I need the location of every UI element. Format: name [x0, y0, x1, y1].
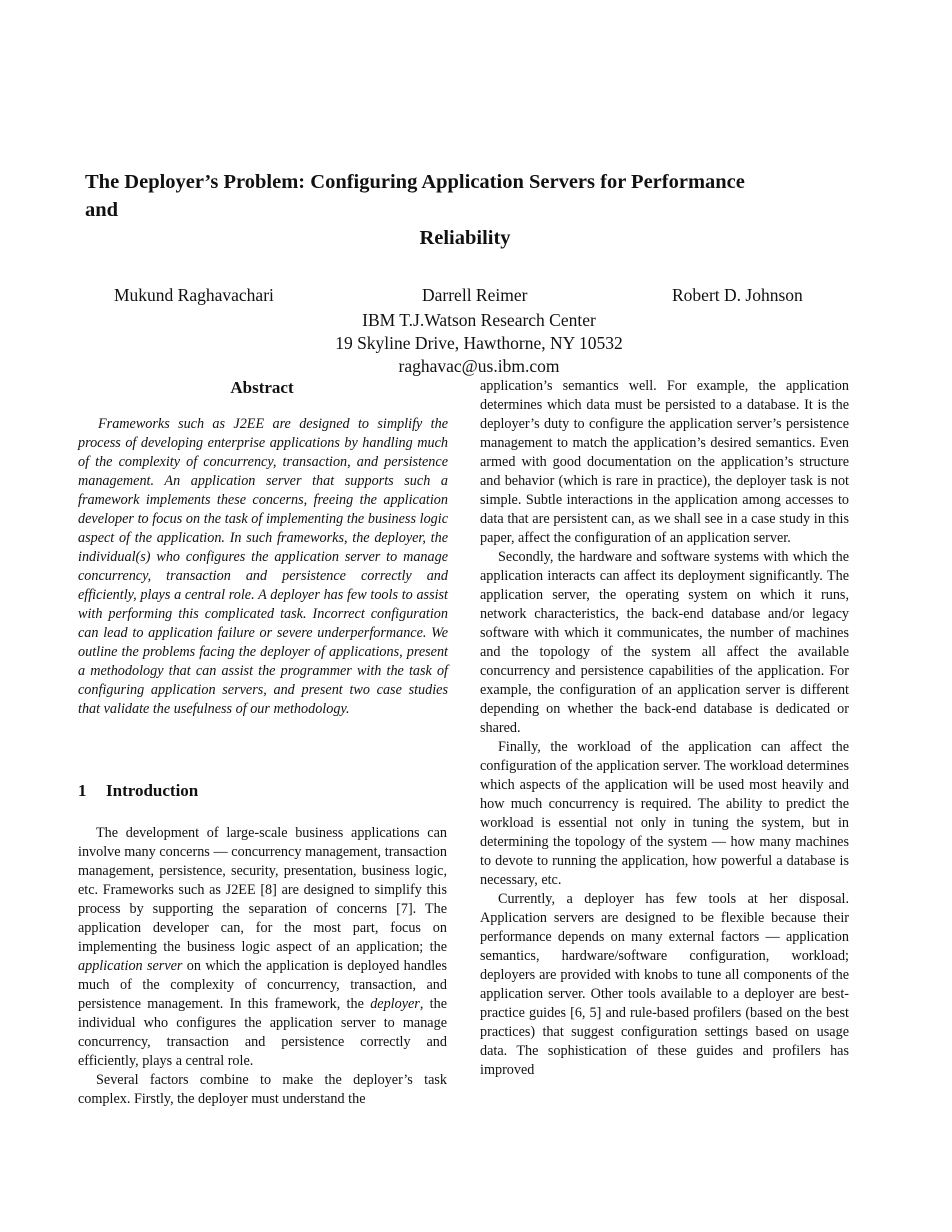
intro-p1-emphasis-deployer: deployer [370, 996, 420, 1012]
intro-p1-emphasis-application-server: application server [78, 958, 183, 974]
abstract-heading: Abstract [230, 378, 294, 397]
abstract-text: Frameworks such as J2EE are designed to simplify the process of developing enterprise applications by handling much of the complexity of concurrency, transaction, and persistence management. An application server that supports such a framework implements these concerns, freeing the application developer to focus on the task of implementing the business logic aspect of the application. In such frameworks, the deployer, the individual(s) who configures the application server to manage concurrency, transaction and persistence correctly and efficiently, plays a central role. A deployer has few tools to assist with performing this complicated task. Incorrect configuration can lead to application failure or severe underperformance. We outline the problems facing the deployer of applications, present a methodology that can assist the programmer with the task of configuring application servers, and present two case studies that validate the usefulness of our methodology. [78, 416, 448, 717]
affiliation-address: 19 Skyline Drive, Hawthorne, NY 10532 [335, 333, 623, 353]
author-2: Darrell Reimer [422, 285, 528, 305]
section-title: Introduction [106, 781, 199, 800]
right-paragraph-2: Secondly, the hardware and software systems with which the application interacts can affect its deployment significantly. The application server, the operating system on which it runs, network characteristics, the back-end database and/or legacy software with which it communicates, the number of machines and the topology of the system all affect the available concurrency and persistence capabilities of the application. For example, the configuration of an application server is different depending on whether the back-end database is dedicated or shared. [480, 549, 849, 736]
intro-paragraph-2: Several factors combine to make the deployer’s task complex. Firstly, the deployer must understand the [78, 1072, 447, 1107]
paper-title-line-2: and [85, 199, 119, 221]
intro-p1-text-b: on which the application is deployed handles much of the complexity of concurrency, transaction, and persistence management. In this framework, the [78, 958, 447, 1012]
right-paragraph-4: Currently, a deployer has few tools at her disposal. Application servers are designed to be flexible because their performance depends on many external factors — application semantics, hardware/software configuration, workload; deployers are provided with knobs to tune all components of the application server. Other tools available to a deployer are best-practice guides [6, 5] and rule-based profilers (based on the best practices) that suggest configuration settings based on usage data. The sophistication of these guides and profilers has improved [480, 891, 849, 1078]
right-paragraph-1: application’s semantics well. For example, the application determines which data must be persisted to a database. It is the deployer’s duty to configure the application server’s persistence management to match the application’s desired semantics. Even armed with good documentation on the application’s structure and behavior (which is rare in practice), the deployer task is not simple. Subtle interactions in the application among accesses to data that are persistent can, as we shall see in a case study in this paper, affect the configuration of an application server. [480, 378, 849, 546]
paper-title-line-3: Reliability [419, 227, 511, 249]
right-paragraph-3: Finally, the workload of the application can affect the configuration of the application server. The workload determines which aspects of the application will be used most heavily and how much concurrency is required. The ability to predict the workload is essential not only in tuning the system, but in determining the topology of the system — how many machines to devote to running the application, how powerful a database is necessary, etc. [480, 739, 849, 888]
intro-paragraph-1 [78, 824, 447, 1071]
left-column-body [78, 824, 447, 1109]
author-3: Robert D. Johnson [672, 285, 803, 305]
section-number: 1 [78, 781, 87, 800]
paper-title-line-1: The Deployer’s Problem: Configuring Application Servers for Performance [85, 171, 745, 193]
right-column-body [480, 377, 849, 1080]
section-heading-introduction [78, 781, 198, 801]
intro-p1-text-c: , the individual who configures the application server to manage concurrency, transaction and persistence correctly and efficiently, plays a central role. [78, 996, 447, 1069]
author-1: Mukund Raghavachari [114, 285, 274, 305]
intro-p1-text-a: The development of large-scale business applications can involve many concerns — concurrency management, transaction management, persistence, security, presentation, business logic, etc. Frameworks such as J2EE [8] are designed to simplify this process by supporting the separation of concerns [7]. The application developer can, for the most part, focus on implementing the business logic aspect of an application; the [78, 825, 447, 955]
affiliation-email: raghavac@us.ibm.com [398, 356, 560, 376]
affiliation-institution: IBM T.J.Watson Research Center [362, 310, 596, 330]
